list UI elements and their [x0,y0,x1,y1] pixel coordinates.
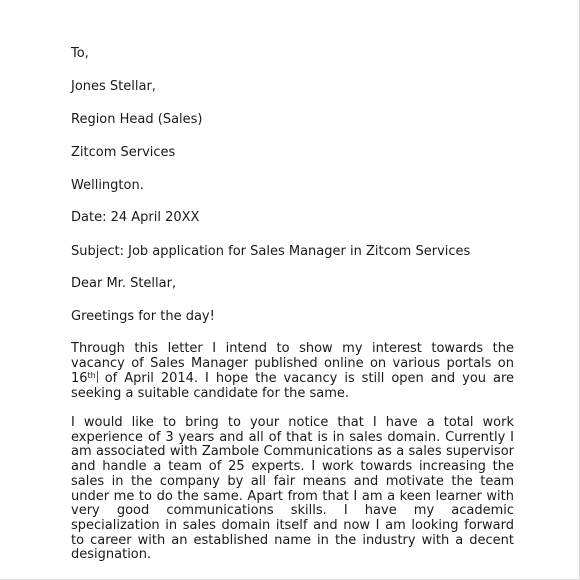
paragraph-interest-part2: of April 2014. I hope the vacancy is still open and you are seeking a suitable candidate for the same. [71,371,514,402]
recipient-title: Region Head (Sales) [71,112,203,127]
paragraph-interest-part1: Through this letter I intend to show my interest towards the vacancy of Sales Manager published online on various portals on 16 [71,341,514,387]
opening-line: Greetings for the day! [71,309,215,324]
to-line: To, [71,46,89,61]
subject-line: Subject: Job application for Sales Manager in Zitcom Services [71,244,471,259]
date-line: Date: 24 April 20XX [71,210,200,225]
greeting-line: Dear Mr. Stellar, [71,276,177,291]
date-ordinal: th [87,371,96,381]
city-line: Wellington. [71,178,144,193]
recipient-name: Jones Stellar, [71,79,156,94]
company-name: Zitcom Services [71,145,176,160]
paragraph-interest [71,342,514,402]
paragraph-experience: I would like to bring to your notice that I have a total work experience of 3 years and all of that is in sales domain. Currently I am associated with Zambole Communications as a sales supervisor and handle a team of 25 experts. I work towards increasing the sales in the company by all fair means and motivate the team under me to do the same. Apart from that I am a keen learner with very good communications skills. I have my academic specialization in sales domain itself and now I am looking forward to career with an established name in the industry with a decent designation. [71,415,514,563]
